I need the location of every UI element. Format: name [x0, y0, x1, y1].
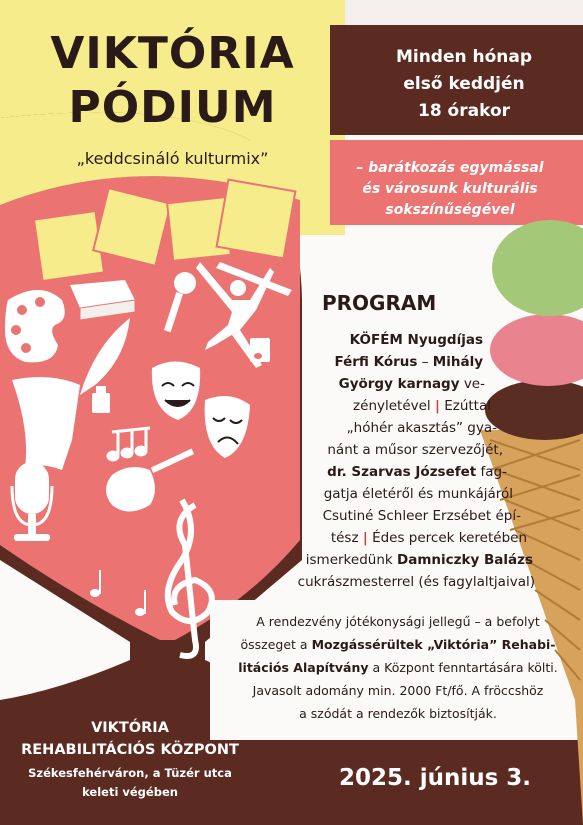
tagline-line-3: sokszínűségével	[385, 202, 515, 218]
program-line: cukrászmesterrel (és fagylaltjaival)	[297, 574, 535, 590]
program-text: fag-	[476, 464, 507, 480]
schedule-line-3: 18 órakor	[417, 101, 511, 121]
subtitle: „keddcsináló kulturmix”	[76, 149, 269, 168]
program-text: ve-	[459, 376, 485, 392]
schedule-text	[345, 44, 583, 125]
note-line: A rendezvény jótékonysági jellegű – a befolyt	[256, 614, 540, 629]
note-text: a Központ fenntartására költi.	[368, 660, 558, 675]
music-note-icon	[250, 338, 270, 362]
program-text: ismerkedünk	[305, 552, 397, 568]
program-text: Mihály	[432, 354, 483, 370]
program-line	[350, 330, 483, 351]
note-line: Javasolt adomány min. 2000 Ft/fő. A fröccshöz	[252, 683, 544, 698]
schedule-line-1: Minden hónap	[395, 47, 533, 67]
separator: |	[434, 398, 440, 414]
program-text: Ezúttal	[439, 398, 491, 414]
program-line: gatja életéről és munkájáról	[323, 486, 513, 502]
separator: |	[362, 530, 368, 546]
tagline-line-1: – barátkozás egymással	[356, 160, 544, 176]
note-text: összeget a	[240, 637, 312, 652]
program-text: dr. Szarvas Józsefet	[327, 464, 477, 480]
program-line	[334, 352, 483, 373]
title-line-1: VIKTÓRIA	[50, 28, 295, 79]
program-text: tész	[330, 530, 363, 546]
program-line	[327, 462, 507, 483]
program-line: nánt a műsor szervezőjét,	[327, 442, 503, 458]
program-text: –	[417, 354, 433, 370]
note-line: a szódát a rendezők biztosítják.	[299, 706, 497, 721]
program-line: „hóhér akasztás” gya-	[346, 420, 497, 436]
square-4	[217, 180, 296, 259]
program-line	[339, 374, 485, 395]
program-text: zényletével	[353, 398, 435, 414]
program-text: György karnagy	[338, 376, 460, 392]
program-text: Damniczky Balázs	[397, 552, 533, 568]
program-line	[331, 528, 527, 549]
note-line	[218, 633, 578, 656]
square-2	[93, 188, 171, 266]
top-right-strip	[345, 0, 583, 25]
program-text: Férfi Kórus	[334, 354, 418, 370]
program-text: Édes percek keretében	[367, 530, 527, 546]
tagline	[330, 158, 570, 221]
center-name-2: REHABILITÁCIÓS KÖZPONT	[21, 742, 239, 758]
program-line: Csutiné Schleer Erzsébet épí-	[322, 508, 521, 524]
program-text: KÖFÉM Nyugdíjas	[349, 332, 483, 348]
center-address-2: keleti végében	[82, 785, 178, 799]
program-heading: PROGRAM	[322, 291, 437, 315]
tagline-line-2: és városunk kulturális	[362, 181, 538, 197]
center-name-1: VIKTÓRIA	[91, 720, 169, 736]
note-line	[218, 656, 578, 679]
program-line	[353, 396, 491, 417]
event-date: 2025. június 3.	[338, 765, 532, 791]
note-text: Mozgássérültek „Viktória” Rehabi-	[311, 637, 556, 652]
schedule-line-2: első keddjén	[403, 74, 525, 94]
title-line-2: PÓDIUM	[68, 82, 277, 133]
note-text: litációs Alapítvány	[238, 660, 369, 675]
program-line	[306, 550, 533, 571]
center-address-1: Székesfehérváron, a Tüzér utca	[28, 766, 232, 780]
